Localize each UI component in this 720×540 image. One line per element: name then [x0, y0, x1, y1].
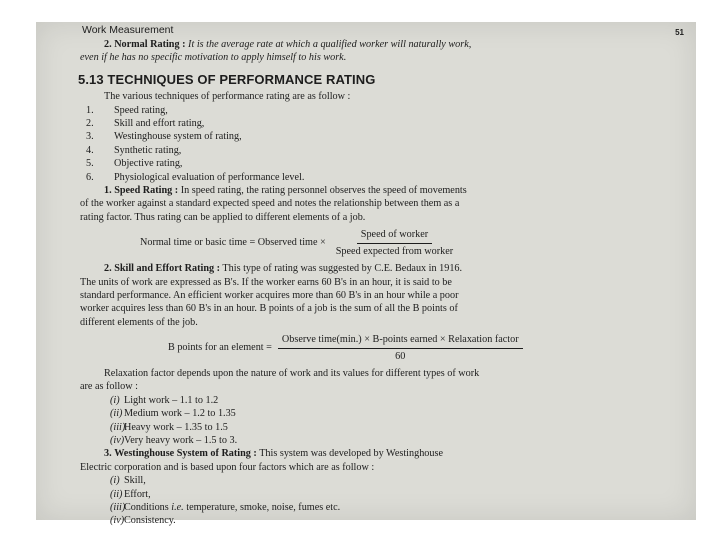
- list-item: (iii) Heavy work – 1.35 to 1.5: [110, 421, 228, 433]
- formula-fraction: [278, 333, 523, 363]
- westinghouse-label: Westinghouse System of Rating :: [114, 448, 257, 460]
- list-item: 4. Synthetic rating,: [86, 144, 182, 156]
- list-item: (ii) Effort,: [110, 488, 151, 500]
- formula-lhs: B points for an element =: [168, 342, 272, 354]
- skill-effort-line-2: The units of work are expressed as B's. If the worker earns 60 B's in an hour, it is said to be: [80, 276, 452, 288]
- skill-effort-line-5: different elements of the job.: [80, 316, 198, 328]
- skill-effort-line-3: standard performance. An efficient worker acquires more than 60 B's in an hour while a poor: [80, 289, 459, 301]
- list-item: 3. Westinghouse system of rating,: [86, 131, 242, 143]
- running-head: Work Measurement: [82, 24, 174, 36]
- speed-rating-para: [80, 184, 686, 197]
- speed-rating-line-3: rating factor. Thus rating can be applied to different elements of a job.: [80, 211, 366, 223]
- relaxation-line-1: Relaxation factor depends upon the nature of work and its values for different types of work: [104, 367, 480, 379]
- page-content: [80, 38, 686, 528]
- factors-list: [80, 474, 686, 528]
- formula-numerator: Observe time(min.) × B-points earned × Relaxation factor: [278, 333, 523, 348]
- techniques-list: [80, 104, 686, 184]
- normal-rating-para: [80, 38, 686, 51]
- skill-effort-line-4: worker acquires less than 60 B's in an hour. B points of a job is the sum of all the B points of: [80, 303, 458, 315]
- formula-denominator: 60: [395, 350, 406, 362]
- list-item: (ii) Medium work – 1.2 to 1.35: [110, 408, 236, 420]
- relaxation-list: [80, 394, 686, 448]
- formula-lhs: Normal time or basic time = Observed time ×: [140, 237, 326, 249]
- normal-rating-label: Normal Rating :: [114, 39, 186, 50]
- westinghouse-para: [80, 447, 686, 460]
- b-points-formula: [80, 333, 686, 363]
- speed-rating-label: Speed Rating :: [114, 185, 179, 197]
- formula-numerator: Speed of worker: [357, 228, 432, 243]
- normal-rating-text-1: It is the average rate at which a qualified worker will naturally work,: [188, 39, 472, 50]
- list-item: (iii) Conditions i.e. temperature, smoke, noise, fumes etc.: [110, 502, 341, 513]
- list-item: (iv) Very heavy work – 1.5 to 3.: [110, 434, 238, 446]
- formula-fraction: [332, 228, 457, 258]
- normal-time-formula: [80, 228, 686, 258]
- list-item: (i) Light work – 1.1 to 1.2: [110, 394, 219, 406]
- westinghouse-line-1: This system was developed by Westinghouse: [259, 448, 443, 460]
- section-heading: 5.13 TECHNIQUES OF PERFORMANCE RATING: [78, 71, 376, 87]
- speed-rating-num: 1.: [104, 185, 112, 197]
- normal-rating-text-2: even if he has no specific motivation to apply himself to his work.: [80, 52, 347, 64]
- relaxation-line-2: are as follow :: [80, 381, 138, 393]
- westinghouse-num: 3.: [104, 448, 112, 460]
- skill-effort-num: 2.: [104, 263, 112, 275]
- westinghouse-line-2: Electric corporation and is based upon four factors which are as follow :: [80, 461, 375, 473]
- list-item: 1. Speed rating,: [86, 104, 168, 116]
- page-number: 51: [675, 28, 684, 37]
- book-page: [36, 22, 696, 527]
- normal-rating-num: 2.: [104, 39, 112, 50]
- list-item: 6. Physiological evaluation of performance level.: [86, 171, 305, 183]
- list-item: 2. Skill and effort rating,: [86, 118, 205, 130]
- list-item: 5. Objective rating,: [86, 158, 183, 170]
- intro-text: The various techniques of performance rating are as follow :: [104, 91, 351, 103]
- list-item: (i) Skill,: [110, 475, 146, 487]
- skill-effort-para: [80, 262, 686, 275]
- speed-rating-line-2: of the worker against a standard expected speed and notes the relationship between them as a: [80, 198, 460, 210]
- skill-effort-line-1: This type of rating was suggested by C.E. Bedaux in 1916.: [222, 263, 463, 275]
- formula-denominator: Speed expected from worker: [335, 245, 454, 257]
- list-item: (iv) Consistency.: [110, 515, 176, 527]
- speed-rating-line-1: In speed rating, the rating personnel observes the speed of movements: [180, 185, 467, 197]
- skill-effort-label: Skill and Effort Rating :: [114, 263, 221, 275]
